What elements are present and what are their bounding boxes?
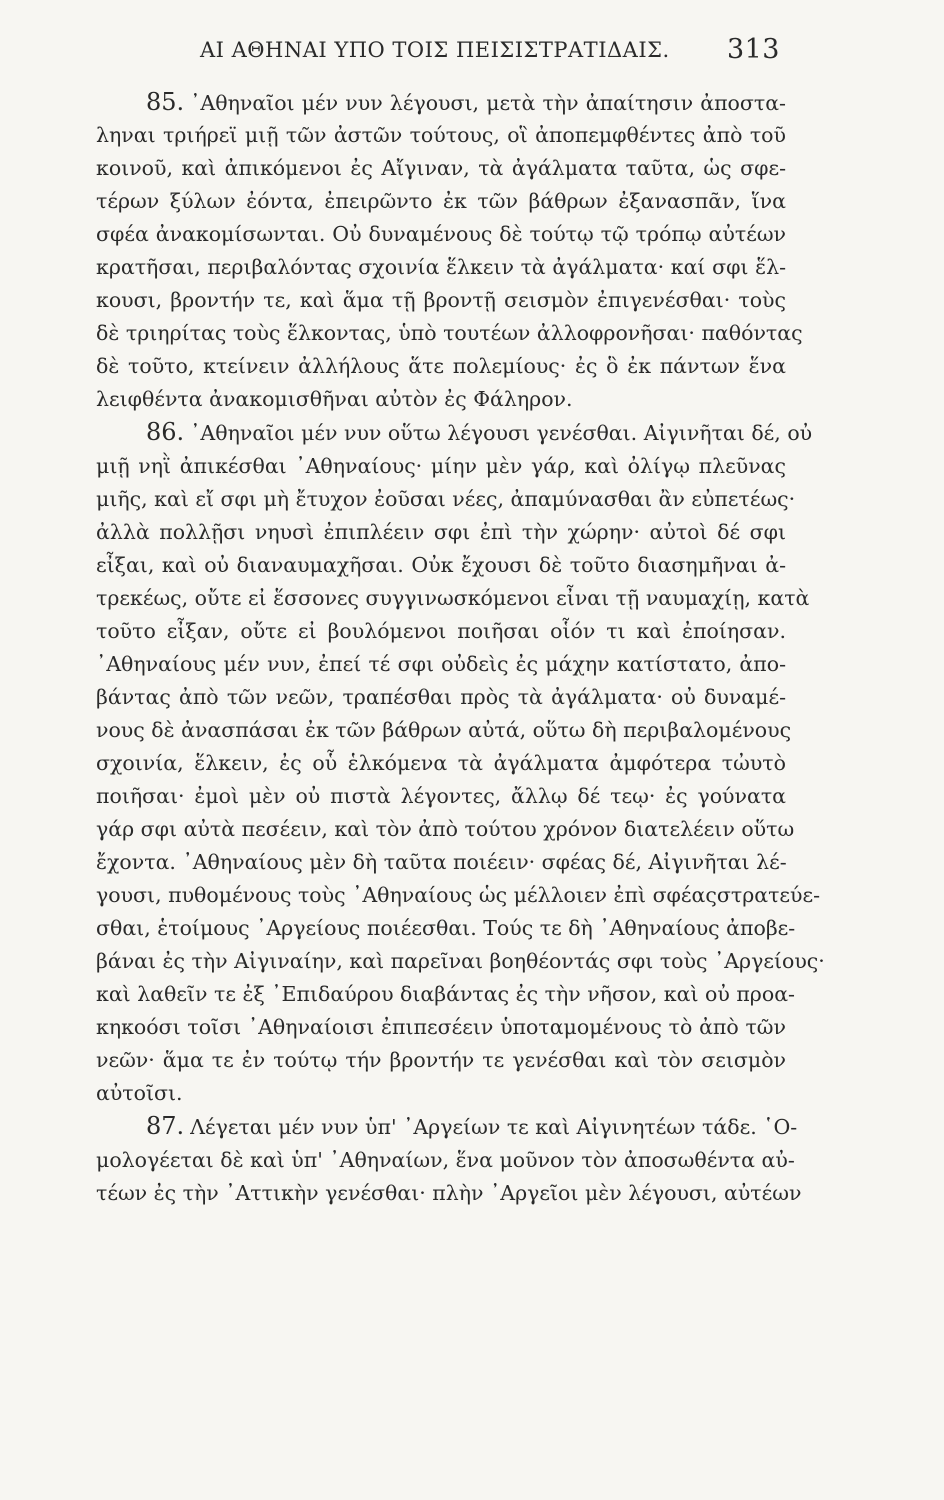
text-line [96, 317, 803, 350]
line-text: ᾿Αθηναῖοι μέν νυν λέγουσι, μετὰ τὴν ἀπαίτησιν ἀποστα- [190, 91, 786, 115]
line-text: νους δὲ ἀνασπάσαι ἐκ τῶν βάθρων αὐτά, οὕτω δὴ περιβαλομένους [96, 717, 792, 742]
page-number: 313 [726, 34, 780, 65]
line-text: ᾿Αθηναῖοι μέν νυν οὕτω λέγουσι γενέσθαι. Αἰγινῆται δέ, οὐ [190, 421, 813, 446]
line-text: σχοινία, ἕλκειν, ἐς οὗ ἑλκόμενα τὰ ἀγάλματα ἀμφότερα τὠυτὸ [96, 750, 786, 775]
text-line [96, 681, 786, 714]
line-text: τοῦτο εἶξαν, οὔτε εἰ βουλόμενοι ποιῆσαι οἷόν τι καὶ ἐποίησαν. [96, 618, 786, 643]
line-text: δὲ τριηρίτας τοὺς ἕλκοντας, ὑπὸ τουτέων ἀλλοφρονῆσαι· παθόντας [96, 321, 803, 346]
line-text: μολογέεται δὲ καὶ ὑπ' ᾿Αθηναίων, ἕνα μοῦνον τὸν ἀποσωθέντα αὐ- [96, 1147, 795, 1172]
text-line [96, 1011, 786, 1044]
line-text: βάναι ἐς τὴν Αἰγιναίην, καὶ παρεῖναι βοηθέοντάς σφι τοὺς ᾿Αργείους· [96, 949, 825, 974]
text-line [96, 383, 786, 416]
text-line [96, 615, 786, 648]
text-line [96, 86, 786, 119]
text-line [96, 350, 786, 383]
line-text: Λέγεται μέν νυν ὑπ' ᾿Αργείων τε καὶ Αἰγινητέων τάδε. ῾Ο- [190, 1115, 798, 1140]
line-text: κηκοόσι τοῖσι ᾿Αθηναίοισι ἐπιπεσέειν ὑποταμομένους τὸ ἀπὸ τῶν [96, 1015, 786, 1040]
line-text: αὐτοῖσι. [96, 1081, 183, 1106]
text-line [96, 450, 786, 483]
line-text: ληναι τριήρεϊ μιῇ τῶν ἀστῶν τούτους, οἳ ἀποπεμφθέντες ἀπὸ τοῦ [96, 123, 786, 148]
line-text: ἔχοντα. ᾿Αθηναίους μὲν δὴ ταῦτα ποιέειν· σφέας δέ, Αἰγινῆται λέ- [96, 850, 787, 875]
text-line [96, 747, 786, 780]
line-text: σθαι, ἑτοίμους ᾿Αργείους ποιέεσθαι. Τούς τε δὴ ᾿Αθηναίους ἀποβε- [96, 916, 796, 941]
line-text: κρατῆσαι, περιβαλόντας σχοινία ἕλκειν τὰ ἀγάλματα· καί σφι ἕλ- [96, 255, 786, 280]
text-line [96, 879, 821, 912]
text-line [96, 1144, 795, 1177]
section-number: 86. [146, 418, 185, 447]
text-line [96, 846, 786, 879]
text-line [96, 912, 796, 945]
line-text: τέων ἐς τὴν ᾿Αττικὴν γενέσθαι· πλὴν ᾿Αργεῖοι μὲν λέγουσι, αὐτέων [96, 1180, 802, 1205]
text-line [96, 813, 795, 846]
text-line [96, 152, 786, 185]
running-title: ΑΙ ΑΘΗΝΑΙ ΥΠΟ ΤΟΙΣ ΠΕΙΣΙΣΤΡΑΤΙΔΑΙΣ. [200, 38, 670, 62]
line-text: ποιῆσαι· ἐμοὶ μὲν οὐ πιστὰ λέγοντες, ἄλλῳ δέ τεῳ· ἐς γούνατα [96, 783, 786, 808]
text-line [96, 483, 796, 516]
text-line [96, 780, 786, 813]
text-line [96, 945, 825, 978]
text-line [96, 582, 810, 615]
line-text: εἶξαι, καὶ οὐ διαναυμαχῆσαι. Οὐκ ἔχουσι δὲ τοῦτο διασημῆναι ἀ- [96, 552, 786, 577]
page-header [200, 34, 780, 78]
line-text: μιῇ νηῒ ἀπικέσθαι ᾿Αθηναίους· μίην μὲν γάρ, καὶ ὀλίγῳ πλεῦνας [96, 453, 786, 478]
text-line [96, 648, 786, 681]
line-text: τρεκέως, οὔτε εἰ ἕσσονες συγγινωσκόμενοι εἶναι τῇ ναυμαχίῃ, κατὰ [96, 585, 810, 610]
line-text: γάρ σφι αὐτὰ πεσέειν, καὶ τὸν ἀπὸ τούτου χρόνον διατελέειν οὕτω [96, 817, 795, 842]
line-text: ἀλλὰ πολλῇσι νηυσὶ ἐπιπλέειν σφι ἐπὶ τὴν χώρην· αὐτοὶ δέ σφι [96, 519, 786, 544]
text-line [96, 1077, 786, 1110]
text-line [96, 516, 786, 549]
text-line [96, 284, 786, 317]
text-line [96, 549, 786, 582]
text-line [96, 218, 786, 251]
text-line [96, 1177, 802, 1210]
text-line [96, 185, 786, 218]
text-line [96, 416, 813, 449]
line-text: βάντας ἀπὸ τῶν νεῶν, τραπέσθαι πρὸς τὰ ἀγάλματα· οὐ δυναμέ- [96, 684, 786, 709]
text-line [96, 119, 786, 152]
line-text: γουσι, πυθομένους τοὺς ᾿Αθηναίους ὡς μέλλοιεν ἐπὶ σφέαςστρατεύε- [96, 883, 821, 908]
line-text: κουσι, βροντήν τε, καὶ ἅμα τῇ βροντῇ σεισμὸν ἐπιγενέσθαι· τοὺς [96, 288, 786, 313]
text-line [96, 714, 792, 747]
line-text: λειφθέντα ἀνακομισθῆναι αὐτὸν ἐς Φάληρον. [96, 387, 573, 412]
body-text [96, 86, 825, 1210]
line-text: νεῶν· ἅμα τε ἐν τούτῳ τήν βροντήν τε γενέσθαι καὶ τὸν σεισμὸν [96, 1048, 786, 1073]
text-line [96, 1110, 798, 1143]
line-text: δὲ τοῦτο, κτείνειν ἀλλήλους ἅτε πολεμίους· ἐς ὃ ἐκ πάντων ἕνα [96, 354, 786, 379]
section-number: 87. [146, 1112, 185, 1141]
line-text: ᾿Αθηναίους μέν νυν, ἐπεί τέ σφι οὐδεὶς ἐς μάχην κατίστατο, ἀπο- [96, 651, 786, 676]
text-line [96, 1044, 786, 1077]
line-text: σφέα ἀνακομίσωνται. Οὐ δυναμένους δὲ τούτῳ τῷ τρόπῳ αὐτέων [96, 222, 786, 247]
text-line [96, 978, 795, 1011]
line-text: κοινοῦ, καὶ ἀπικόμενοι ἐς Αἴγιναν, τὰ ἀγάλματα ταῦτα, ὡς σφε- [96, 156, 786, 181]
text-line [96, 251, 786, 284]
line-text: τέρων ξύλων ἐόντα, ἐπειρῶντο ἐκ τῶν βάθρων ἐξανασπᾶν, ἵνα [96, 189, 786, 214]
line-text: καὶ λαθεῖν τε ἐξ ᾿Επιδαύρου διαβάντας ἐς τὴν νῆσον, καὶ οὐ προα- [96, 982, 795, 1007]
section-number: 85. [146, 88, 185, 116]
line-text: μιῆς, καὶ εἴ σφι μὴ ἔτυχον ἐοῦσαι νέες, ἀπαμύνασθαι ἂν εὐπετέως· [96, 486, 796, 511]
